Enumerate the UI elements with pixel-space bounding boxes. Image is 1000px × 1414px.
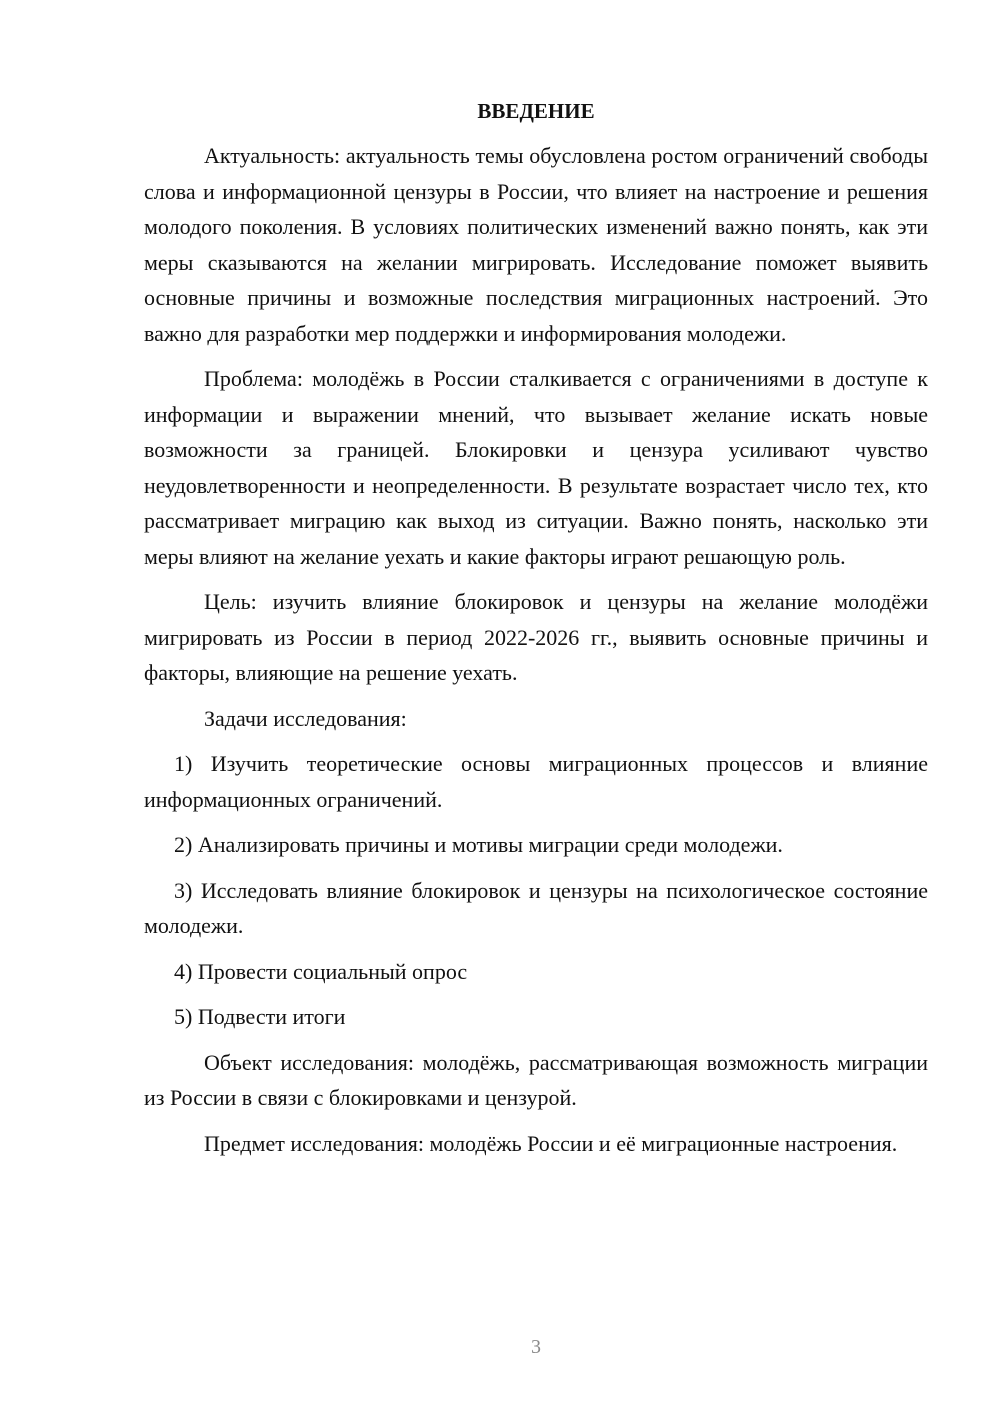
tasks-label: Задачи исследования: xyxy=(204,705,407,731)
task-item-5: 5) Подвести итоги xyxy=(174,1004,346,1029)
tasks-list xyxy=(144,746,928,1035)
goal-paragraph: Цель: изучить влияние блокировок и цензуры на желание молодёжи мигрировать из России в период 2022-2026 гг., выявить основные причины и факторы, влияющие на решение уехать. xyxy=(144,589,928,685)
page-number: 3 xyxy=(531,1336,541,1358)
document-body xyxy=(144,96,928,1171)
task-item-2: 2) Анализировать причины и мотивы миграции среди молодежи. xyxy=(174,832,783,857)
subject-paragraph: Предмет исследования: молодёжь России и её миграционные настроения. xyxy=(204,1130,898,1156)
task-item-1: 1) Изучить теоретические основы миграционных процессов и влияние информационных ограничений. xyxy=(144,751,928,812)
problem-paragraph: Проблема: молодёжь в России сталкивается с ограничениями в доступе к информации и выражении мнений, что вызывает желание искать новые возможности за границей. Блокировки и цензура усиливают чувство неудовлетворенности и неопределенности. В результате возрастает число тех, кто рассматривает миграцию как выход из ситуации. Важно понять, насколько эти меры влияют на желание уехать и какие факторы играют решающую роль. xyxy=(144,366,928,569)
task-item-4: 4) Провести социальный опрос xyxy=(174,958,468,984)
task-item-3: 3) Исследовать влияние блокировок и цензуры на психологическое состояние молодежи. xyxy=(144,877,928,938)
relevance-paragraph: Актуальность: актуальность темы обусловлена ростом ограничений свободы слова и информационной цензуры в России, что влияет на настроение и решения молодого поколения. В условиях политических изменений важно понять, как эти меры сказываются на желании мигрировать. Исследование поможет выявить основные причины и возможные последствия миграционных настроений. Это важно для разработки мер поддержки и информирования молодежи. xyxy=(144,143,928,346)
object-paragraph: Объект исследования: молодёжь, рассматривающая возможность миграции из России в связи с блокировками и цензурой. xyxy=(144,1049,928,1110)
section-heading: ВВЕДЕНИЕ xyxy=(477,99,595,123)
